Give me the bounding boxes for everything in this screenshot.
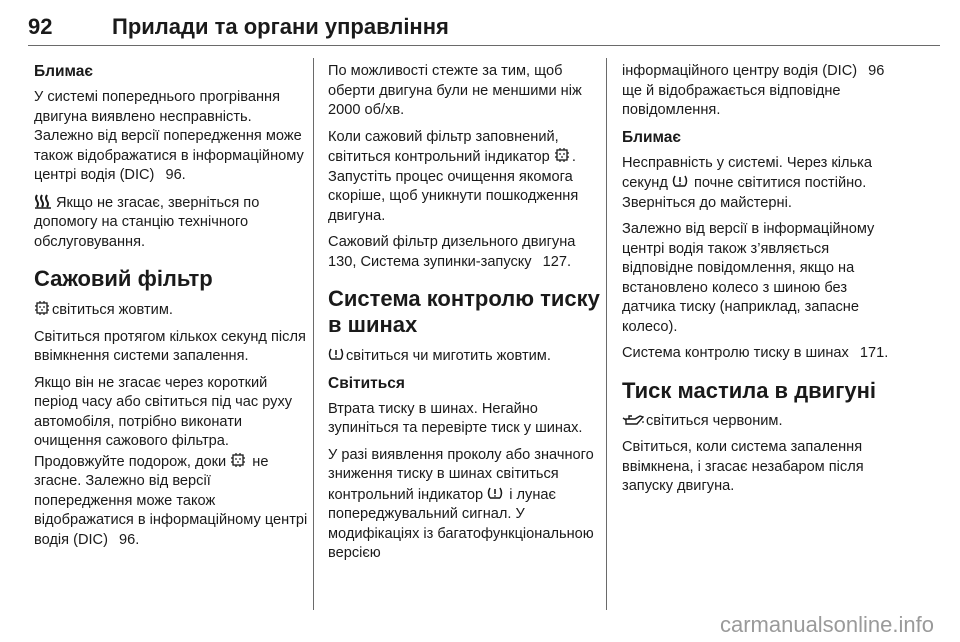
tire-pressure-icon [328,346,344,362]
paragraph-soot-filter-cleaning: Якщо він не згасає через короткий період часу або світиться під час руху автомобіля, потрібно виконати очищення сажового фільтра. Продовжуйте подорож, доки не згасне. Залежно від версії попередження може також відображатися в інформаційному центрі водія (DIC) 96. [34,374,308,548]
oil-can-icon [622,413,644,427]
paragraph-oil-ignition: Світиться, коли система запалення ввімкнена, і згасає незабаром після запуску двигуна. [622,439,864,494]
paragraph-tpms-fault: Несправність у системі. Через кілька секунд почне світитися постійно. Зверніться до майстерні. [622,154,872,211]
paragraph-soot-filter-refs: Сажовий фільтр дизельного двигуна 130, Система зупинки-запуску 127. [328,234,583,270]
paragraph-tpms-ref: Система контролю тиску в шинах 171. [622,345,889,361]
heading-tpms: Система контролю тиску в шинах [328,286,600,337]
heading-oil-pressure: Тиск мастила в двигуні [622,377,877,403]
paragraph-tpms-yellow: світиться чи миготить жовтим. [328,346,604,367]
tire-pressure-icon [672,173,688,189]
page-title: Прилади та органи управління [112,14,449,39]
column-divider-2 [606,58,607,610]
heading-lit: Світиться [328,374,405,392]
paragraph-glow-plug-service: Якщо не згасає, зверніться по допомогу на станцію технічного обслуговування. [34,194,260,250]
paragraph-tpms-no-sensor: Залежно від версії в інформаційному центрі водія також з’являється відповідне повідомлення, якщо на встановлено колесо з шиною без датчика тиску (наприклад, запасне колесо). [622,221,875,335]
column-1 [34,62,310,557]
soot-filter-icon [554,147,570,163]
glow-plug-icon [34,193,54,209]
page-header [28,14,940,52]
header-rule [28,45,940,46]
paragraph-glow-plug-fault: У системі попереднього прогрівання двигуна виявлено несправність. Залежно від версії попередження може також відображатися в інформаційному центрі водія (DIC) 96. [34,89,304,183]
heading-blink: Блимає [622,128,681,146]
column-2 [328,62,604,571]
paragraph-engine-rpm: По можливості стежте за тим, щоб оберти двигуна були не меншими ніж 2000 об/хв. [328,63,582,118]
column-divider-1 [313,58,314,610]
paragraph-oil-red: світиться червоним. [622,412,898,432]
heading-blink: Блимає [34,63,93,80]
paragraph-soot-filter-startup: Світиться протягом кількох секунд після ввімкнення системи запалення. [34,328,306,364]
tire-pressure-icon [487,485,503,501]
soot-filter-icon [230,452,246,468]
paragraph-dic-message: інформаційного центру водія (DIC) 96 ще й відображається відповідне повідомлення. [622,63,885,118]
heading-soot-filter: Сажовий фільтр [34,266,213,291]
paragraph-soot-filter-full: Коли сажовий фільтр заповнений, світиться контрольний індикатор . Запустіть процес очищення якомога скоріше, щоб уникнути пошкодження двигуна. [328,128,579,224]
page-number: 92 [28,14,53,39]
soot-filter-icon [34,300,50,316]
paragraph-soot-filter-yellow: світиться жовтим. [34,300,310,321]
paragraph-tpms-puncture: У разі виявлення проколу або значного зниження тиску в шинах світиться контрольний індикатор і лунає попереджувальний сигнал. У модифікаціях із багатофункціональною версією [328,446,594,561]
paragraph-tpms-loss: Втрата тиску в шинах. Негайно зупиніться та перевірте тиск у шинах. [328,400,583,436]
watermark: carmanualsonline.info [719,612,934,637]
column-3 [622,62,898,504]
